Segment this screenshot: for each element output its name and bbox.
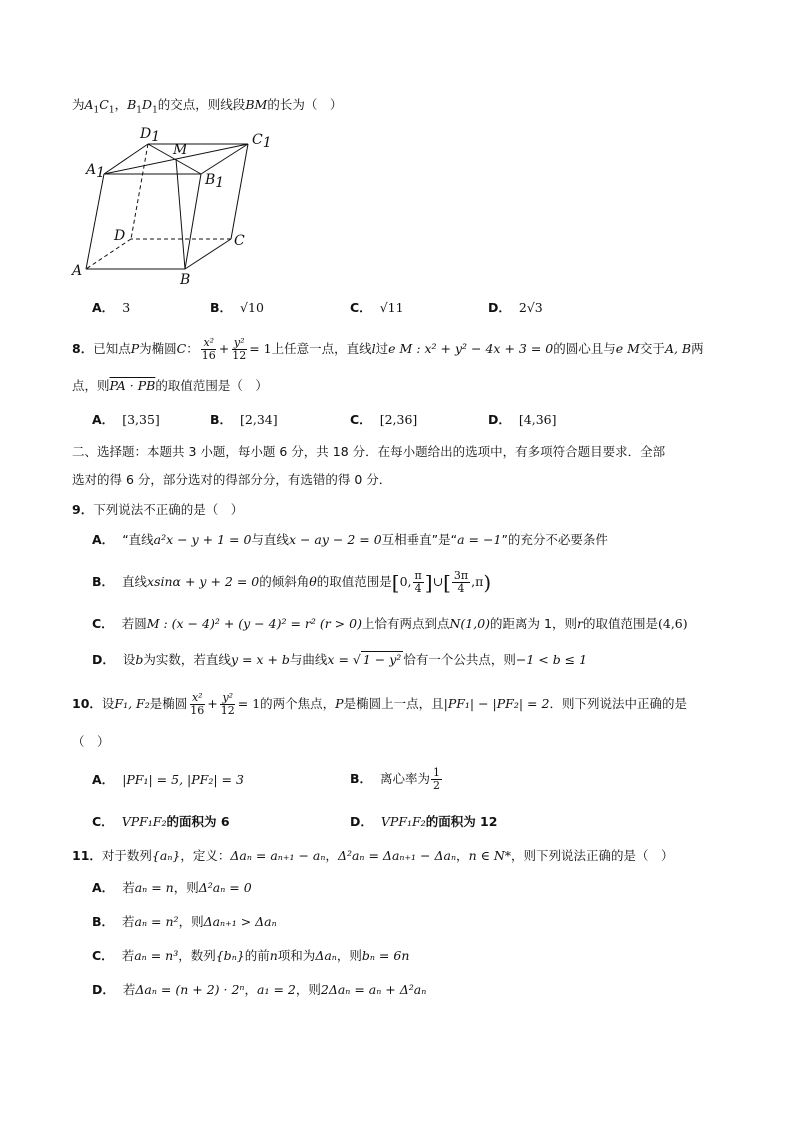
text: ， [325,848,338,863]
math: xsinα + y + 2 = 0 [147,574,260,589]
math: bₙ = 6n [361,948,410,963]
math: P [130,341,140,356]
text: ， [244,982,258,997]
math: e M : x² + y² − 4x + 3 = 0 [388,341,554,356]
text: 的圆心且与 [553,341,616,356]
math: N(1,0) [449,616,491,631]
choice-label: C． [350,412,372,427]
text: ，则下列说法正确的是（ ） [511,848,674,863]
fraction [431,767,442,792]
text: 与直线 [251,532,289,547]
text: 的两个焦点， [260,696,336,711]
q7-choice-b[interactable] [210,298,264,318]
math: |PF₁| = 5, |PF₂| = 3 [122,772,244,787]
q7-intro-mid: 的交点，则线段 [157,97,246,112]
text: ，则 [173,880,199,895]
text: 的面积为 12 [425,814,498,829]
q11-stem [72,846,732,866]
choice-label: C． [350,300,372,315]
text: ，数列 [178,948,216,963]
fraction-x [200,337,218,362]
math: + [218,341,230,356]
math: |PF₁| − |PF₂| = 2 [443,696,550,711]
q10-choice-c[interactable] [92,812,230,832]
edge-d1-d-hidden [131,144,148,239]
label-m: M [173,142,188,158]
frac-num: y² [222,691,234,704]
q10-choice-b[interactable] [350,764,443,794]
math: (4,6) [657,616,688,631]
math: e M [615,341,640,356]
q7-point-b1-sub: 1 [136,105,143,116]
fraction-y [230,337,248,362]
text: 若 [122,880,135,895]
math: P [335,696,344,711]
q10-number: 10． [72,696,102,711]
text: 过 [375,341,389,356]
text: 为实数，若直线 [143,652,231,667]
q8-stem-line1 [72,336,732,362]
text: 点，则 [72,378,110,393]
label-b: B [180,272,191,288]
math: n ∈ N* [468,848,512,863]
choice-label: C． [92,948,114,963]
q10-stem-line1 [72,690,732,718]
choice-text: [2,36] [379,412,418,427]
q11-choice-c[interactable] [92,946,752,966]
q7-intro-prefix: 为 [72,97,85,112]
text: 的取值范围是（ ） [155,378,268,393]
text: 交于 [639,341,665,356]
math: + [207,696,218,711]
q9-choice-c[interactable] [92,614,752,634]
label-c1: C1 [252,132,272,151]
choice-label: A． [92,772,115,787]
frac-num: y² [233,336,245,349]
math: 2Δaₙ = aₙ + Δ²aₙ [320,982,427,997]
text: ，则 [336,948,362,963]
q9-choice-a[interactable] [92,530,752,550]
bracket-open: [ [391,570,400,595]
math: aₙ = n [134,880,174,895]
label-d1: D1 [140,126,161,145]
math: Δaₙ = aₙ₊₁ − aₙ [230,848,326,863]
choice-text: √10 [240,300,264,315]
edge-c1-c [231,144,248,239]
frac-num: x² [203,336,215,349]
q7-intro-sep: ， [114,97,128,112]
q7-point-a1-sub: 1 [93,105,100,116]
text: 是椭圆上一点，且 [343,696,444,711]
q11-number: 11． [72,848,102,863]
choice-label: B． [92,914,115,929]
text: ”的充分不必要条件 [501,532,608,547]
choice-label: D． [488,412,511,427]
text: 是椭圆 [149,696,188,711]
choice-text: √11 [379,300,404,315]
q9-stem [72,500,732,520]
math: a²x − y + 1 = 0 [153,532,252,547]
fraction-y [219,692,237,717]
text: 离心率为 [380,771,431,786]
math: A, B [664,341,692,356]
math: ： [186,341,199,356]
frac-den: 12 [232,349,247,362]
q7-parallelepiped-figure [68,122,288,292]
math: x = [327,652,353,667]
choice-text: 2√3 [518,300,543,315]
text: 上恰有两点到点 [361,616,450,631]
choice-label: B． [210,300,233,315]
choice-label: D． [488,300,511,315]
q9-choice-b[interactable] [92,566,752,598]
q7-point-d1-sub: 1 [152,105,158,116]
frac-den: 4 [457,582,465,595]
q8-choice-d[interactable] [488,410,556,430]
math: {bₙ} [215,948,245,963]
text: ，定义： [180,848,231,863]
choice-label: D． [92,652,115,667]
math: = 1 [249,341,272,356]
text: 互相垂直”是“ [381,532,458,547]
edge-a1-a [86,174,104,269]
q8-choice-b[interactable] [210,410,278,430]
choice-label: C． [92,814,114,829]
text: 对于数列 [101,848,152,863]
q7-point-b1: B [127,97,137,112]
frac-num: 1 [433,766,441,779]
paren-close: ) [483,570,492,595]
math: PA · PB [109,378,156,393]
section2-line2: 选对的得 6 分，部分选对的得部分分，有选错的得 0 分． [72,472,392,487]
choice-label: A． [92,300,115,315]
q8-stem-line2 [72,376,732,396]
math: M : (x − 4)² + (y − 4)² = r² (r > 0) [146,616,362,631]
choice-label: D． [92,982,115,997]
math: Δaₙ = (n + 2) · 2ⁿ [135,982,245,997]
q11-choice-a[interactable] [92,878,752,898]
math: n [269,948,278,963]
edge-b-c [185,239,231,269]
choice-text: 3 [122,300,131,315]
math: Δ²aₙ = 0 [198,880,252,895]
frac-num: π [414,569,422,582]
q7-point-d1: D [142,97,153,112]
fraction [452,570,470,595]
text: 若圆 [121,616,147,631]
math: a₁ = 2 [257,982,296,997]
section2-line1: 二、选择题：本题共 3 小题，每小题 6 分，共 18 分．在每小题给出的选项中，有多项符合题目要求．全部 [72,444,666,459]
q8-number: 8． [72,341,94,356]
math: b [135,652,144,667]
frac-den: 4 [414,582,422,595]
math: ,π [471,574,484,589]
choice-label: B． [350,771,373,786]
choice-label: C． [92,616,114,631]
radicand: 1 − y² [362,652,402,667]
frac-num: x² [191,691,203,704]
q10-choice-d[interactable] [350,812,497,832]
q7-choice-c[interactable] [350,298,404,318]
frac-den: 16 [190,704,205,717]
frac-num: 3π [453,569,469,582]
text: 两 [691,341,704,356]
q8-choice-a[interactable] [92,410,160,430]
label-b1: B1 [205,172,225,191]
choice-text: [3,35] [122,412,160,427]
choice-label: D． [350,814,373,829]
math: VPF₁F₂ [380,814,426,829]
q7-intro [72,95,732,121]
math: Δaₙ [315,948,337,963]
label-a1: A1 [86,162,106,181]
text: ， [456,848,469,863]
math: 0, [399,574,412,589]
choice-label: A． [92,880,115,895]
text: 为椭圆 [139,341,177,356]
edge-b1-b [185,174,201,269]
sqrt: √ 1 − y² [352,652,402,667]
choice-label: A． [92,412,115,427]
math: aₙ = n³ [134,948,179,963]
text: ，则 [178,914,204,929]
q10-stem-line2: （ ） [72,734,110,749]
math: aₙ = n² [134,914,179,929]
math: θ [309,574,317,589]
q7-point-c1-sub: 1 [108,105,115,116]
text: 已知点 [93,341,131,356]
fraction-x [188,692,206,717]
q10-choice-a[interactable] [92,770,244,790]
q9-number: 9． [72,502,94,517]
q7-choice-d[interactable] [488,298,543,318]
choice-text: [4,36] [518,412,557,427]
text: ．则下列说法中正确的是 [549,696,687,711]
math: Δaₙ₊₁ > Δaₙ [203,914,277,929]
math: VPF₁F₂ [121,814,167,829]
math: y = x + b [230,652,290,667]
q11-choice-d[interactable] [92,980,752,1000]
text: 的取值范围是 [316,574,392,589]
text: 下列说法不正确的是（ ） [93,502,244,517]
choice-text: [2,34] [240,412,278,427]
math: {aₙ} [151,848,181,863]
frac-den: 16 [201,349,216,362]
q7-point-c1: C [99,97,109,112]
q11-choice-b[interactable] [92,912,752,932]
math: = 1 [237,696,261,711]
bracket-open: [ [443,570,451,595]
text: 设 [101,696,115,711]
text: 若 [121,948,135,963]
text: 的取值范围是 [582,616,658,631]
math: C [176,341,187,356]
math: x − ay − 2 = 0 [288,532,382,547]
text: 上任意一点，直线 [271,341,372,356]
q7-intro-end: 的长为（ ） [267,97,343,112]
frac-den: 12 [220,704,235,717]
text: 设 [122,652,136,667]
frac-den: 2 [433,779,441,792]
text: 的距离为 1，则 [490,616,577,631]
text: 项和为 [277,948,316,963]
text: ，则 [295,982,321,997]
q7-point-a1: A [84,97,94,112]
math: ∪ [432,574,444,589]
math: r [576,616,583,631]
segment-b-m [176,159,185,269]
text: 若 [122,914,135,929]
choice-label: B． [92,574,115,589]
label-a: A [72,263,83,279]
math: Δ²aₙ = Δaₙ₊₁ − Δaₙ [337,848,457,863]
text: 直线 [122,574,148,589]
text: 的倾斜角 [259,574,310,589]
label-c: C [234,233,245,249]
text: 的前 [244,948,270,963]
choice-label: B． [210,412,233,427]
math: F₁, F₂ [114,696,150,711]
fraction [413,570,424,595]
text: 若 [122,982,136,997]
math: a = −1 [457,532,502,547]
label-d: D [114,228,126,244]
choice-label: A． [92,532,115,547]
bracket-close: ] [424,570,433,595]
text: 与曲线 [289,652,328,667]
text: 的面积为 6 [166,814,230,829]
q7-choice-a[interactable] [92,298,130,318]
text: “直线 [122,532,154,547]
q9-choice-d[interactable] [92,650,752,670]
math: −1 < b ≤ 1 [515,652,588,667]
math: l [371,341,376,356]
text: 恰有一个公共点，则 [403,652,516,667]
q7-segment-bm: BM [245,97,268,112]
q8-choice-c[interactable] [350,410,417,430]
